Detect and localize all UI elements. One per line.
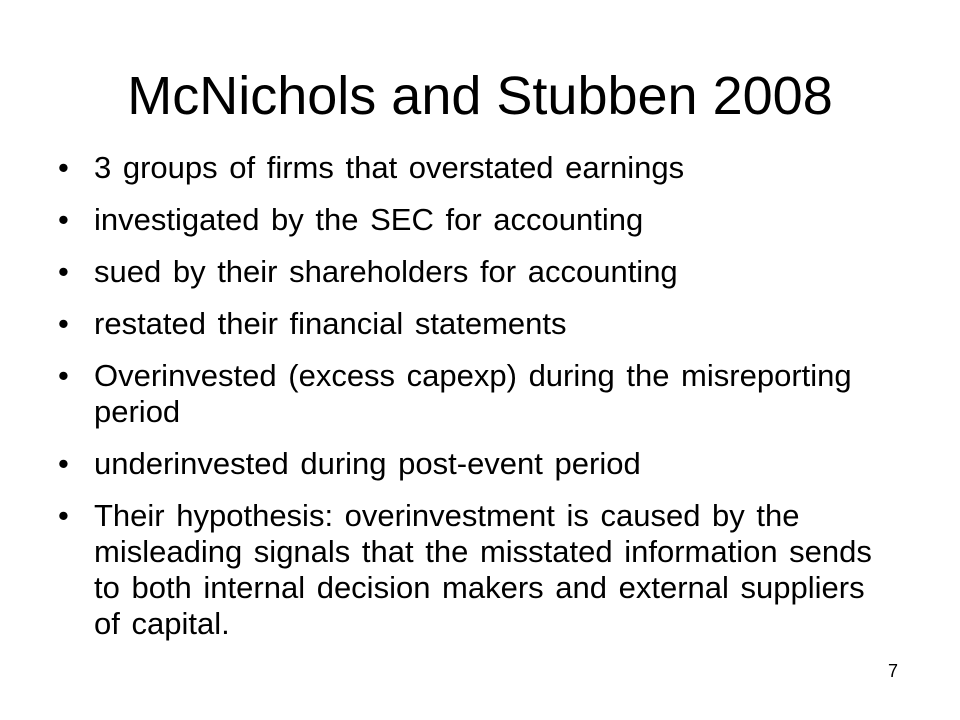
bullet-list (58, 150, 878, 658)
bullet-item (58, 254, 878, 290)
bullet-point-icon: • (58, 150, 69, 185)
bullet-point-icon: • (58, 446, 69, 481)
bullet-item (58, 498, 878, 642)
slide-title: McNichols and Stubben 2008 (127, 66, 833, 126)
bullet-text: underinvested during post-event period (94, 446, 641, 481)
bullet-point-icon: • (58, 254, 69, 289)
bullet-item (58, 150, 878, 186)
bullet-item (58, 306, 878, 342)
bullet-text: 3 groups of firms that overstated earnings (94, 150, 685, 185)
bullet-text: Overinvested (excess capexp) during the misreporting period (94, 358, 852, 429)
bullet-point-icon: • (58, 306, 69, 341)
bullet-item (58, 358, 878, 430)
page-number: 7 (888, 661, 899, 681)
bullet-point-icon: • (58, 202, 69, 237)
bullet-text: restated their financial statements (94, 306, 567, 341)
bullet-item (58, 446, 878, 482)
bullet-point-icon: • (58, 498, 69, 533)
bullet-item (58, 202, 878, 238)
bullet-text: investigated by the SEC for accounting (94, 202, 644, 237)
bullet-text: sued by their shareholders for accounting (94, 254, 678, 289)
bullet-point-icon: • (58, 358, 69, 393)
bullet-text: Their hypothesis: overinvestment is caused by the misleading signals that the misstated information sends to both internal decision makers and external suppliers of capital. (94, 498, 872, 641)
